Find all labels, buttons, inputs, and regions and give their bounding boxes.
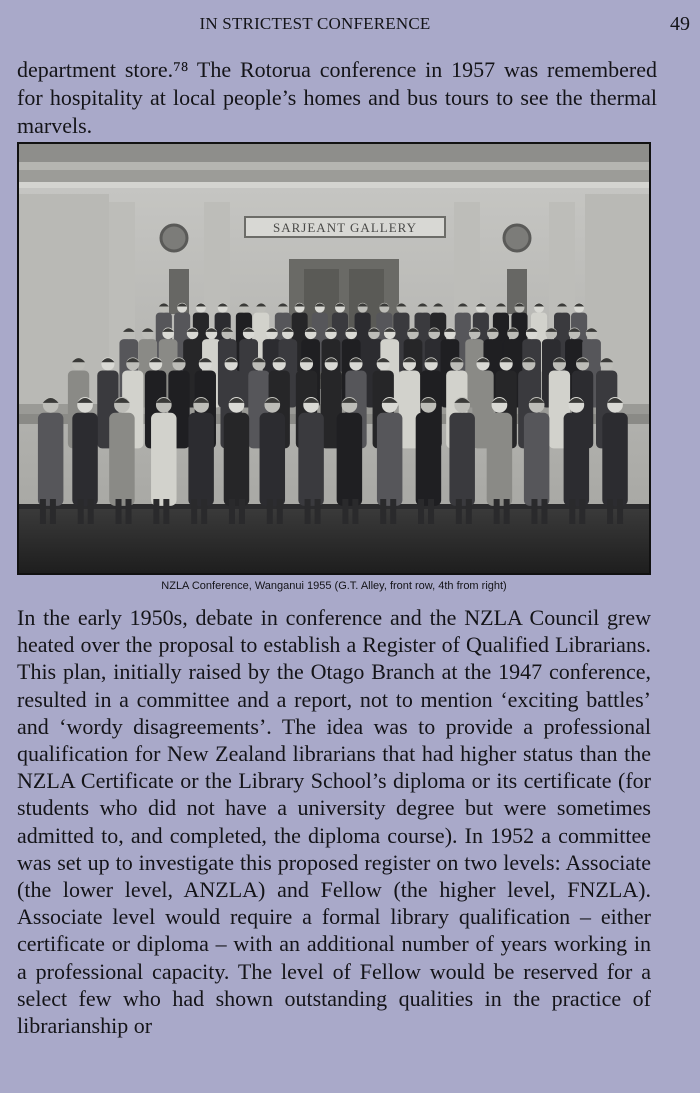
page-number: 49	[670, 13, 690, 35]
photo-illustration	[19, 144, 649, 573]
running-title: IN STRICTEST CONFERENCE	[199, 14, 431, 33]
photo-caption: NZLA Conference, Wanganui 1955 (G.T. Alley, front row, 4th from right)	[161, 580, 507, 592]
conference-group-photo	[17, 142, 651, 575]
paragraph-main: In the early 1950s, debate in conference and the NZLA Council grew heated over the proposal to establish a Register of Qualified Librarians. This plan, initially raised by the Otago Branch at the 1947 conference, resulted in a committee and a report, not to mention ‘exciting battles’ and ‘wordy disagreements’. The idea was to provide a professional qualification for New Zealand librarians that had higher status than the NZLA Certificate or the Library School’s diploma or its certificate (for students who did not have a university degree but were sometimes admitted to, and completed, the diploma course). In 1952 a committee was set up to investigate this proposed register on two levels: Associate (the lower level, ANZLA) and Fellow (the higher level, FNZLA). Associate level would require a formal library qualification – either certificate or diploma – with an additional number of years working in a professional capacity. The level of Fellow would be reserved for a select few who had shown outstanding qualities in the practice of librarianship or	[17, 605, 651, 1039]
running-header	[0, 13, 700, 39]
paragraph-continued: department store.⁷⁸ The Rotorua conference in 1957 was remembered for hospitality at local people’s homes and bus tours to see the thermal marvels.	[17, 57, 657, 138]
gallery-sign-text: SARJEANT GALLERY	[273, 220, 417, 235]
